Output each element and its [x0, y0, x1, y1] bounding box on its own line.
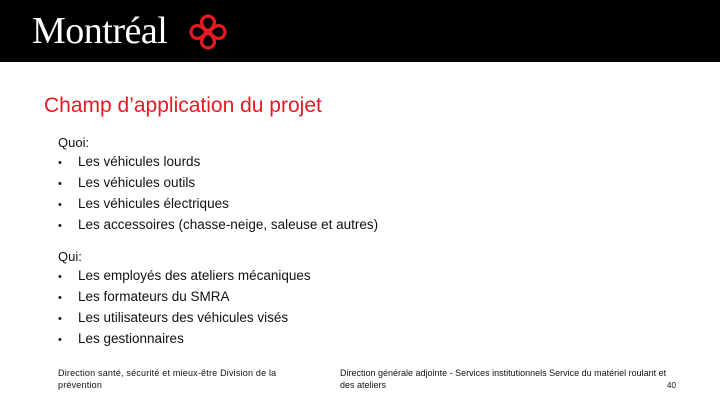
what-section	[58, 133, 378, 236]
bullet-icon: •	[58, 199, 62, 211]
who-item	[58, 287, 311, 308]
footer-division: Direction santé, sécurité et mieux-être Division de la prévention	[58, 368, 277, 390]
montreal-logo-text: Montréal	[32, 10, 168, 52]
slide-title: Champ d’application du projet	[44, 94, 322, 117]
who-section	[58, 247, 311, 350]
what-item	[58, 152, 378, 173]
header-bar	[0, 0, 720, 62]
what-label: Quoi:	[58, 135, 90, 150]
bullet-icon: •	[58, 313, 62, 325]
montreal-rosette-logo-icon	[185, 13, 231, 51]
bullet-icon: •	[58, 220, 62, 232]
what-item-text: Les véhicules lourds	[78, 154, 201, 169]
who-item-text: Les gestionnaires	[78, 331, 184, 346]
footer-service: Direction générale adjointe - Services institutionnels Service du matériel roulant et des ateliers	[340, 368, 667, 390]
what-item-text: Les accessoires (chasse-neige, saleuse et autres)	[78, 217, 379, 232]
bullet-icon: •	[58, 178, 62, 190]
who-item-text: Les employés des ateliers mécaniques	[78, 268, 311, 283]
page-number: 40	[667, 381, 676, 390]
what-item	[58, 173, 378, 194]
bullet-icon: •	[58, 157, 62, 169]
bullet-icon: •	[58, 292, 62, 304]
who-item	[58, 266, 311, 287]
who-item	[58, 329, 311, 350]
what-item-text: Les véhicules électriques	[78, 196, 229, 211]
who-item	[58, 308, 311, 329]
who-label: Qui:	[58, 249, 82, 264]
bullet-icon: •	[58, 334, 62, 346]
what-item-text: Les véhicules outils	[78, 175, 196, 190]
bullet-icon: •	[58, 271, 62, 283]
who-item-text: Les formateurs du SMRA	[78, 289, 230, 304]
what-item	[58, 215, 378, 236]
who-item-text: Les utilisateurs des véhicules visés	[78, 310, 289, 325]
what-item	[58, 194, 378, 215]
